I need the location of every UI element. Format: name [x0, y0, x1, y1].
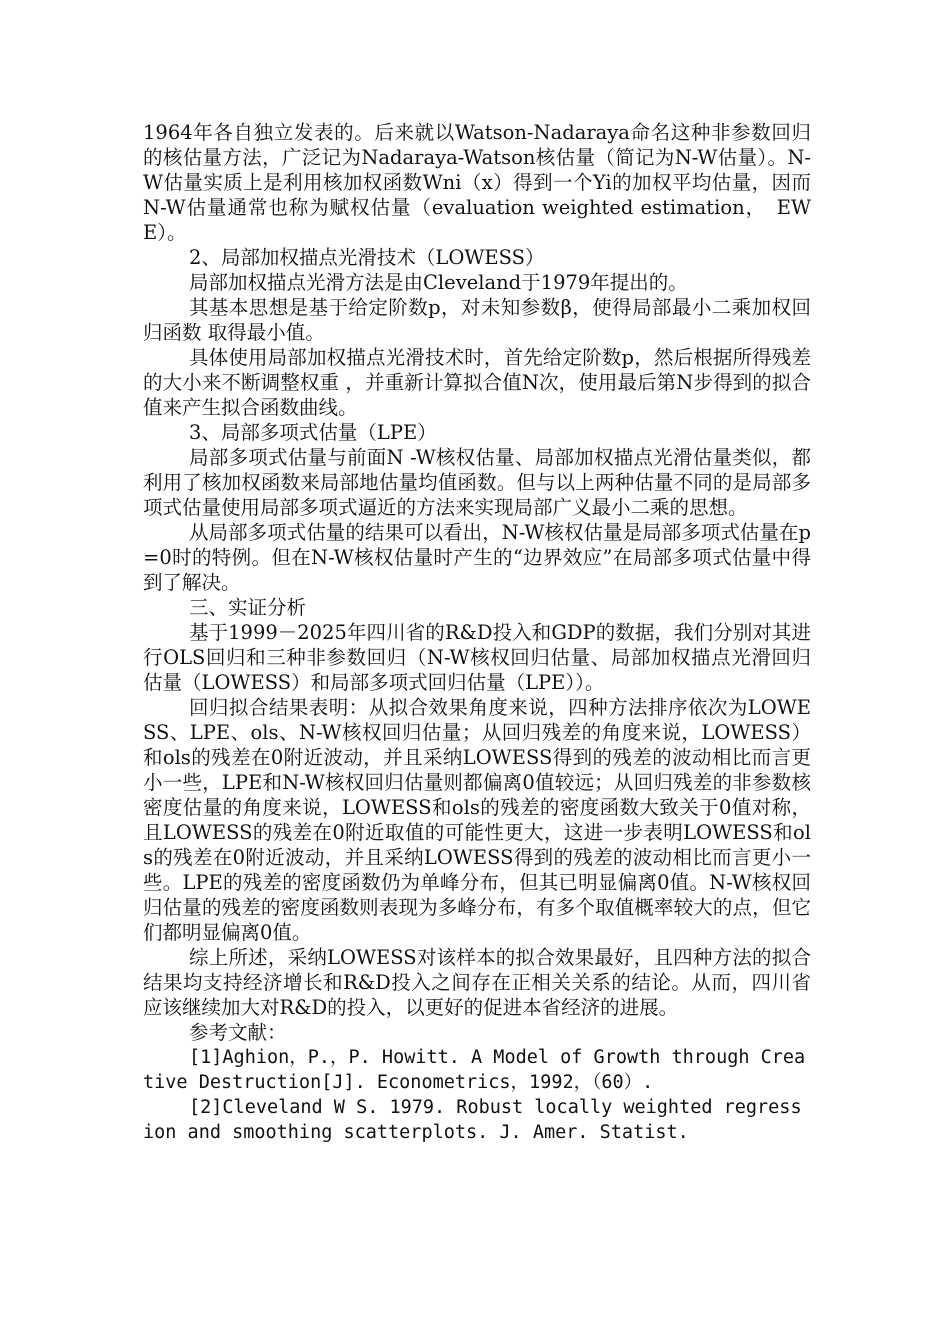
- body-paragraph: 从局部多项式估量的结果可以看出，N-W核权估量是局部多项式估量在p=0时的特例。但在N-W核权估量时产生的“边界效应”在局部多项式估量中得到了解决。: [143, 521, 811, 594]
- body-paragraph: 1964年各自独立发表的。后来就以Watson-Nadaraya命名这种非参数回归的核估量方法，广泛记为Nadaraya-Watson核估量（简记为N-W估量）。N-W估量实质上是利用核加权函数Wni（x）得到一个Yi的加权平均估量，因而N-W估量通常也称为赋权估量（evaluation weighted estimation， EWE）。: [143, 121, 811, 244]
- body-paragraph: 回归拟合结果表明：从拟合效果角度来说，四种方法排序依次为LOWESS、LPE、ols、N-W核权回归估量；从回归残差的角度来说，LOWESS）和ols的残差在0附近波动，并且采纳LOWESS得到的残差的波动相比而言更小一些，LPE和N-W核权回归估量则都偏离0值较远；从回归残差的非参数核密度估量的角度来说，LOWESS和ols的残差的密度函数大致关于0值对称，且LOWESS的残差在0附近取值的可能性更大，这进一步表明LOWESS和ols的残差在0附近波动，并且采纳LOWESS得到的残差的波动相比而言更小一些。LPE的残差的密度函数仍为单峰分布，但其已明显偏离0值。N-W核权回归估量的残差的密度函数则表现为多峰分布，有多个取值概率较大的点，但它们都明显偏离0值。: [143, 696, 811, 944]
- section-heading: 三、实证分析: [189, 596, 307, 619]
- document-body: [143, 120, 811, 1145]
- reference-entry: [2]Cleveland W S. 1979. Robust locally weighted regression and smoothing scatterplots. J. Amer. Statist.: [143, 1097, 802, 1143]
- body-paragraph: 综上所述，采纳LOWESS对该样本的拟合效果最好，且四种方法的拟合结果均支持经济增长和R&D投入之间存在正相关关系的结论。从而，四川省应该继续加大对R&D的投入，以更好的促进本省经济的进展。: [143, 946, 811, 1019]
- section-heading: 2、局部加权描点光滑技术（LOWESS）: [189, 246, 545, 269]
- body-paragraph: 基于1999－2025年四川省的R&D投入和GDP的数据，我们分别对其进行OLS回归和三种非参数回归（N-W核权回归估量、局部加权描点光滑回归估量（LOWESS）和局部多项式回归估量（LPE））。: [143, 621, 811, 694]
- body-paragraph: 局部多项式估量与前面N -W核权估量、局部加权描点光滑估量类似，都利用了核加权函数来局部地估量均值函数。但与以上两种估量不同的是局部多项式估量使用局部多项式逼近的方法来实现局部广义最小二乘的思想。: [143, 446, 811, 519]
- body-paragraph: 其基本思想是基于给定阶数p，对未知参数β，使得局部最小二乘加权回归函数 取得最小值。: [143, 296, 811, 344]
- body-paragraph: 局部加权描点光滑方法是由Cleveland于1979年提出的。: [189, 271, 688, 294]
- reference-entry: [1]Aghion，P.，P. Howitt. A Model of Growth through Creative Destruction[J]. Econometrics，1992，（60）.: [143, 1047, 806, 1093]
- section-heading: 参考文献：: [189, 1021, 287, 1044]
- body-paragraph: 具体使用局部加权描点光滑技术时，首先给定阶数p，然后根据所得残差的大小来不断调整权重 ，并重新计算拟合值N次，使用最后第N步得到的拟合值来产生拟合函数曲线。: [143, 346, 811, 419]
- section-heading: 3、局部多项式估量（LPE）: [189, 421, 437, 444]
